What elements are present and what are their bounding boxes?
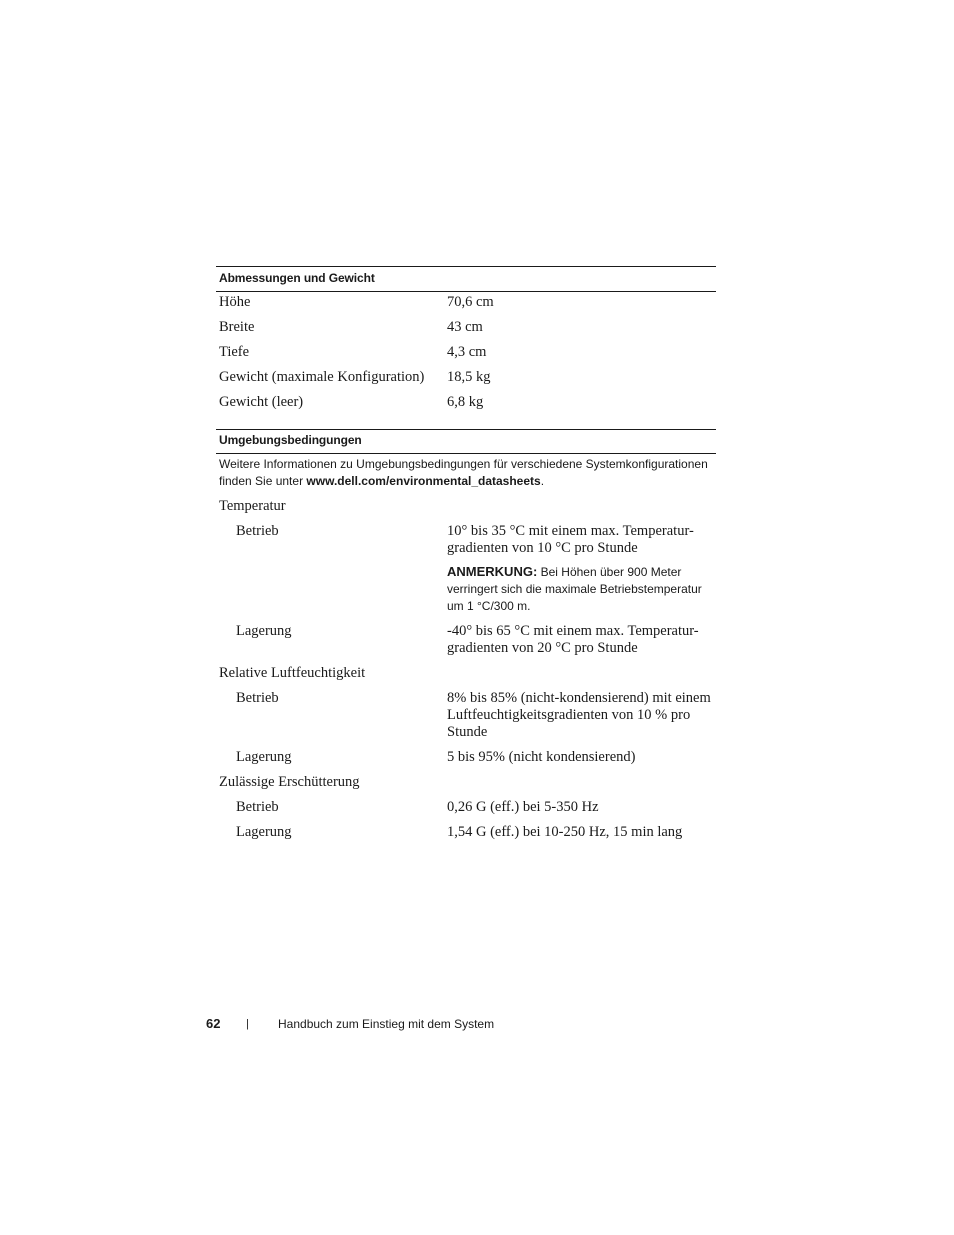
note-text: Bei Höhen über 900 Meter verringert sich die maximale Betriebstemperatur um 1 °C/300 m. xyxy=(447,565,702,613)
temperature-label: Temperatur xyxy=(219,498,286,514)
vibration-storage-value: 1,54 G (eff.) bei 10-250 Hz, 15 min lang xyxy=(447,824,683,840)
note-label: ANMERKUNG: xyxy=(447,564,538,579)
row-value-width: 43 cm xyxy=(447,319,483,335)
temperature-operating-label: Betrieb xyxy=(236,523,279,539)
humidity-storage-value: 5 bis 95% (nicht kondensierend) xyxy=(447,749,636,765)
page-number: 62 xyxy=(206,1016,221,1031)
footer-title: Handbuch zum Einstieg mit dem System xyxy=(278,1017,495,1031)
datasheets-link[interactable]: www.dell.com/environmental_datasheets xyxy=(306,474,541,488)
row-value-height: 70,6 cm xyxy=(447,294,494,310)
section-heading-dimensions: Abmessungen und Gewicht xyxy=(219,271,375,285)
temperature-operating-value: 10° bis 35 °C mit einem max. Temperatur-gradienten von 10 °C pro Stunde xyxy=(447,523,694,556)
vibration-operating-value: 0,26 G (eff.) bei 5-350 Hz xyxy=(447,799,599,815)
row-value-weight-empty: 6,8 kg xyxy=(447,394,484,410)
section-heading-environment: Umgebungsbedingungen xyxy=(219,433,362,447)
row-label-weight-empty: Gewicht (leer) xyxy=(219,394,304,410)
humidity-operating-value: 8% bis 85% (nicht-kondensierend) mit einem Luftfeuchtigkeitsgradienten von 10 % pro Stunde xyxy=(447,690,711,740)
intro-period: . xyxy=(540,474,545,488)
row-label-weight-max: Gewicht (maximale Konfiguration) xyxy=(219,369,425,385)
section-heading-rule xyxy=(216,453,716,454)
footer-separator: | xyxy=(246,1018,249,1030)
humidity-label: Relative Luftfeuchtigkeit xyxy=(219,665,366,681)
section-top-rule xyxy=(216,429,716,430)
temperature-storage-value: -40° bis 65 °C mit einem max. Temperatur-gradienten von 20 °C pro Stunde xyxy=(447,623,699,656)
vibration-storage-label: Lagerung xyxy=(236,824,292,840)
vibration-operating-label: Betrieb xyxy=(236,799,279,815)
row-label-height: Höhe xyxy=(219,294,251,310)
row-value-depth: 4,3 cm xyxy=(447,344,487,360)
temperature-storage-label: Lagerung xyxy=(236,623,292,639)
humidity-operating-label: Betrieb xyxy=(236,690,279,706)
vibration-label: Zulässige Erschütterung xyxy=(219,774,360,790)
row-label-width: Breite xyxy=(219,319,255,335)
environment-intro xyxy=(219,456,716,490)
row-label-depth: Tiefe xyxy=(219,344,250,360)
section-heading-rule xyxy=(216,291,716,292)
intro-text: Weitere Informationen zu Umgebungsbedingungen für verschiedene Systemkonfigurationen finden Sie unter xyxy=(219,457,708,488)
section-top-rule xyxy=(216,266,716,267)
temperature-note xyxy=(447,563,715,615)
humidity-storage-label: Lagerung xyxy=(236,749,292,765)
row-value-weight-max: 18,5 kg xyxy=(447,369,491,385)
